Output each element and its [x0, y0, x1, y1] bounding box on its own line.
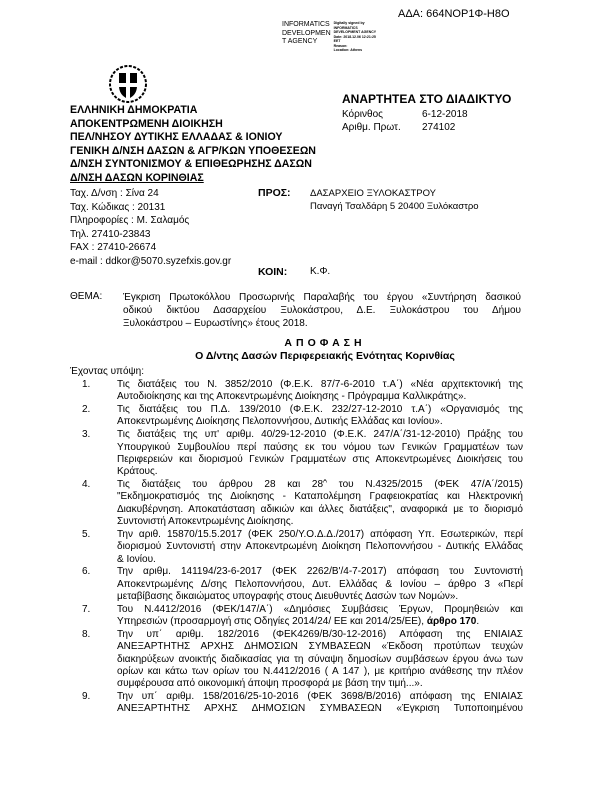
contact-line: Πληροφορίες : Μ. Σαλαμός [70, 215, 190, 226]
contact-line: Ταχ. Κώδικας : 20131 [70, 201, 166, 213]
stamp-logo-line: INFORMATICS [282, 21, 330, 28]
date-value: 6-12-2018 [422, 109, 468, 120]
contact-line: Ταχ. Δ/νση : Σίνα 24 [70, 188, 159, 199]
item-line: Τις διατάξεις του άρθρου 28 και $28^A$ του Ν.4325/2015 (ΦΕΚ 47/Α΄/2015) [117, 479, 523, 491]
subject-line: Έγκριση Πρωτοκόλλου Προσωρινής Παραλαβής του έργου «Συντήρηση δασικού [123, 292, 521, 303]
cc-value: Κ.Φ. [310, 266, 331, 277]
list-item [82, 379, 523, 404]
item-body [117, 529, 523, 566]
item-body [117, 379, 523, 404]
stamp-logo-line: DEVELOPMEN [282, 29, 331, 37]
authority-line: Δ/ΝΣΗ ΔΑΣΩΝ ΚΟΡΙΝΘΙΑΣ [70, 171, 204, 184]
recipient-address: Παναγή Τσαλδάρη 5 20400 Ξυλόκαστρο [310, 201, 479, 212]
subject-line: οδικού δικτύου Δασαρχείου Ξυλοκάστρου, Δ.Ε. Ξυλοκάστρου του Δήμου [123, 305, 521, 316]
recipient-name: ΔΑΣΑΡΧΕΙΟ ΞΥΛΟΚΑΣΤΡΟΥ [310, 188, 437, 199]
item-line: "Εκδημοκρατισμός της Διοίκησης - Καταπολέμηση Γραφειοκρατίας και Ηλεκτρονική [117, 491, 523, 503]
item-body [117, 566, 523, 603]
authority-line: ΑΠΟΚΕΝΤΡΩΜΕΝΗ ΔΙΟΙΚΗΣΗ [70, 117, 223, 130]
digital-signature-stamp [282, 21, 376, 53]
item-line: Αποκεντρωμένης Διοίκησης Πελοποννήσου, Δυτικής Ελλάδας και Ιονίου». [117, 416, 443, 428]
item-line: διορισμού Συντονιστή στην Αποκεντρωμένη Διοίκηση Πελοποννήσου - Δυτικής Ελλάδας [117, 541, 523, 553]
item-number: 4. [82, 479, 91, 491]
item-number: 3. [82, 429, 91, 441]
decision-title: ΑΠΟΦΑΣΗ [284, 337, 366, 349]
item-line: Τις διατάξεις του Ν. 3852/2010 (Φ.Ε.Κ. 87/7-6-2010 τ.Α΄) «Νέα αρχιτεκτονική της [117, 379, 523, 390]
item-line: Υπουργικού Συμβουλίου περί παύσης εκ του νόμου των Γενικών Γραμματέων των [117, 441, 523, 453]
stamp-logo-text [282, 21, 331, 53]
item-line: Την υπ΄ αριθμ. 182/2016 (ΦΕΚ4269/Β/30-12-2016) Απόφαση της ΕΝΙΑΙΑΣ [117, 629, 523, 641]
item-line: Υπηρεσιών (προσαρμογή στις Οδηγίες 2014/24/ ΕΕ και 2014/25/ΕΕ), άρθρο 170. [117, 616, 480, 628]
item-line: Συντονιστή Αποκεντρωμένης Διοίκησης. [117, 516, 294, 528]
item-number: 8. [82, 629, 91, 641]
contact-line: e-mail : ddkor@5070.syzefxis.gov.gr [70, 255, 232, 267]
considering-intro: Έχοντας υπόψη: [70, 366, 144, 377]
item-body [117, 479, 523, 528]
stamp-logo-line: T AGENCY [282, 38, 318, 46]
item-number: 1. [82, 379, 91, 390]
decision-subtitle: Ο Δ/ντης Δασών Περιφερειακής Ενότητας Κορινθίας [195, 350, 455, 362]
item-line: Του Ν.4412/2016 (ΦΕΚ/147/Α΄) «Δημόσιες Συμβάσεις Έργων, Προμηθειών και [117, 603, 523, 615]
subject-line: Ξυλοκάστρου – Ευρωστίνης» έτους 2018. [123, 318, 308, 329]
protocol-number: 274102 [422, 122, 456, 133]
list-item [82, 404, 523, 429]
item-line: μεταβίβασης δικαιώματος υπογραφής στους Διευθυντές Δασών των Νομών». [117, 591, 459, 603]
posting-notice: ΑΝΑΡΤΗΤΕΑ ΣΤΟ ΔΙΑΔΙΚΤΥΟ [342, 92, 512, 106]
issuing-authority [70, 104, 316, 185]
item-body [117, 691, 523, 716]
authority-line: Δ/ΝΣΗ ΣΥΝΤΟΝΙΣΜΟΥ & ΕΠΙΘΕΩΡΗΣΗΣ ΔΑΣΩΝ [70, 158, 312, 170]
item-line: & Ιονίου. [117, 553, 156, 565]
recipient [310, 187, 479, 213]
stamp-detail-line: DEVELOPMENT AGENCY [333, 30, 377, 34]
item-number: 2. [82, 404, 91, 416]
item-number: 9. [82, 691, 91, 703]
item-number: 6. [82, 566, 91, 578]
considerations-list [82, 379, 523, 716]
item-line: ΑΝΕΞΑΡΤΗΤΗΣ ΑΡΧΗΣ ΔΗΜΟΣΙΩΝ ΣΥΜΒΑΣΕΩΝ «Έγκριση Τυποποιημένου [117, 703, 523, 715]
item-line: Κράτους. [117, 466, 158, 478]
stamp-detail-line: EET [333, 39, 341, 43]
item-line: Τις διατάξεις του Π.Δ. 139/2010 (Φ.Ε.Κ. 232/27-12-2010 τ.Α΄) «Οργανισμός της [117, 404, 523, 416]
ada-code: ΑΔΑ: 664ΝΟΡ1Φ-Η8Ο [398, 8, 510, 20]
item-line: ΑΝΕΞΑΡΤΗΤΗΣ ΑΡΧΗΣ ΔΗΜΟΣΙΩΝ ΣΥΜΒΑΣΕΩΝ «Έκδοση προτύπων τευχών [117, 641, 523, 653]
stamp-detail-line: Reason: [333, 43, 348, 48]
list-item [82, 529, 523, 566]
place-label: Κόρινθος [342, 109, 383, 120]
stamp-detail-line: Digitally signed by [333, 21, 365, 25]
recipient-label: ΠΡΟΣ: [258, 187, 291, 199]
stamp-detail-line: Date: 2018.12.06 12:21:25 [333, 34, 376, 39]
item-number: 7. [82, 603, 91, 615]
superscript: Α [323, 479, 328, 485]
stamp-detail-line: Location: Athens [333, 48, 363, 52]
list-item [82, 691, 523, 716]
item-line: συμφέρουσα από οικονομική άποψη προσφορά με βάση την τιμή...». [117, 678, 423, 690]
item-line: ορίων και κάτω των ορίων του Ν.4412/2016 ( Α 147 ), με κριτήριο ανάθεσης την πλέον [117, 665, 523, 677]
item-line: Την υπ΄ αριθμ. 158/2016/25-10-2016 (ΦΕΚ 3698/Β/2016) απόφαση της ΕΝΙΑΙΑΣ [117, 691, 523, 703]
item-line: Την αριθμ. 141194/23-6-2017 (ΦΕΚ 2262/Β'/4-7-2017) απόφαση του Συντονιστή [117, 566, 523, 578]
item-body [117, 429, 523, 478]
document-meta [342, 108, 468, 134]
cc-label: ΚΟΙΝ: [258, 266, 288, 278]
protocol-label: Αριθμ. Πρωτ. [342, 122, 401, 133]
stamp-detail-line: INFORMATICS [333, 25, 358, 30]
item-line: Την αριθ. 15870/15.5.2017 (ΦΕΚ 250/Υ.Ο.Δ.Δ./2017) απόφαση Υπ. Εσωτερικών, περί [117, 528, 523, 540]
coat-of-arms-icon [108, 64, 148, 104]
contact-line: FAX : 27410-26674 [70, 242, 157, 253]
authority-line: ΠΕΛ/ΝΗΣΟΥ ΔΥΤΙΚΗΣ ΕΛΛΑΔΑΣ & ΙΟΝΙΟΥ [70, 131, 283, 143]
list-item [82, 479, 523, 528]
contact-info [70, 187, 231, 268]
subject-text [123, 291, 521, 330]
authority-line: ΕΛΛΗΝΙΚΗ ΔΗΜΟΚΡΑΤΙΑ [70, 104, 198, 116]
item-line: Τις διατάξεις της υπ' αριθμ. 40/29-12-2010 (Φ.Ε.Κ. 247/Α΄/31-12-2010) Πράξης του [117, 429, 523, 441]
item-number: 5. [82, 528, 91, 540]
item-line: Περιφερειών και διορισμού Γενικών Γραμματέων στις Αποκεντρωμένες Διοικήσεις του [117, 453, 523, 465]
item-line: διακηρύξεων ανοικτής διαδικασίας για τη σύναψη δημοσίων συμβάσεων έργου άνω των [117, 653, 523, 665]
item-body [117, 629, 523, 690]
item-line: Αυτοδιοίκησης και της Αποκεντρωμένης Διοίκησης - Πρόγραμμα Καλλικράτης». [117, 391, 467, 403]
item-line: Διακυβέρνηση. Αποκατάσταση αδικιών και άλλες διατάξεις", αναφορικά με το διορισμό [117, 503, 523, 515]
authority-line: ΓΕΝΙΚΗ Δ/ΝΣΗ ΔΑΣΩΝ & ΑΓΡ/ΚΩΝ ΥΠΟΘΕΣΕΩΝ [70, 144, 316, 157]
bold-article: άρθρο 170 [426, 616, 477, 628]
item-line: Αποκεντρωμένης Δ/σης Πελοποννήσου, Δυτ. Ελλάδας & Ιονίου – άρθρο 3 «Περί [117, 578, 523, 590]
list-item [82, 566, 523, 603]
contact-line: Τηλ. 27410-23843 [70, 228, 151, 240]
subject-label: ΘΕΜΑ: [70, 291, 103, 302]
list-item [82, 629, 523, 690]
stamp-details [334, 21, 376, 53]
list-item [82, 604, 523, 629]
item-body [117, 604, 523, 629]
list-item [82, 429, 523, 478]
item-body [117, 404, 523, 429]
